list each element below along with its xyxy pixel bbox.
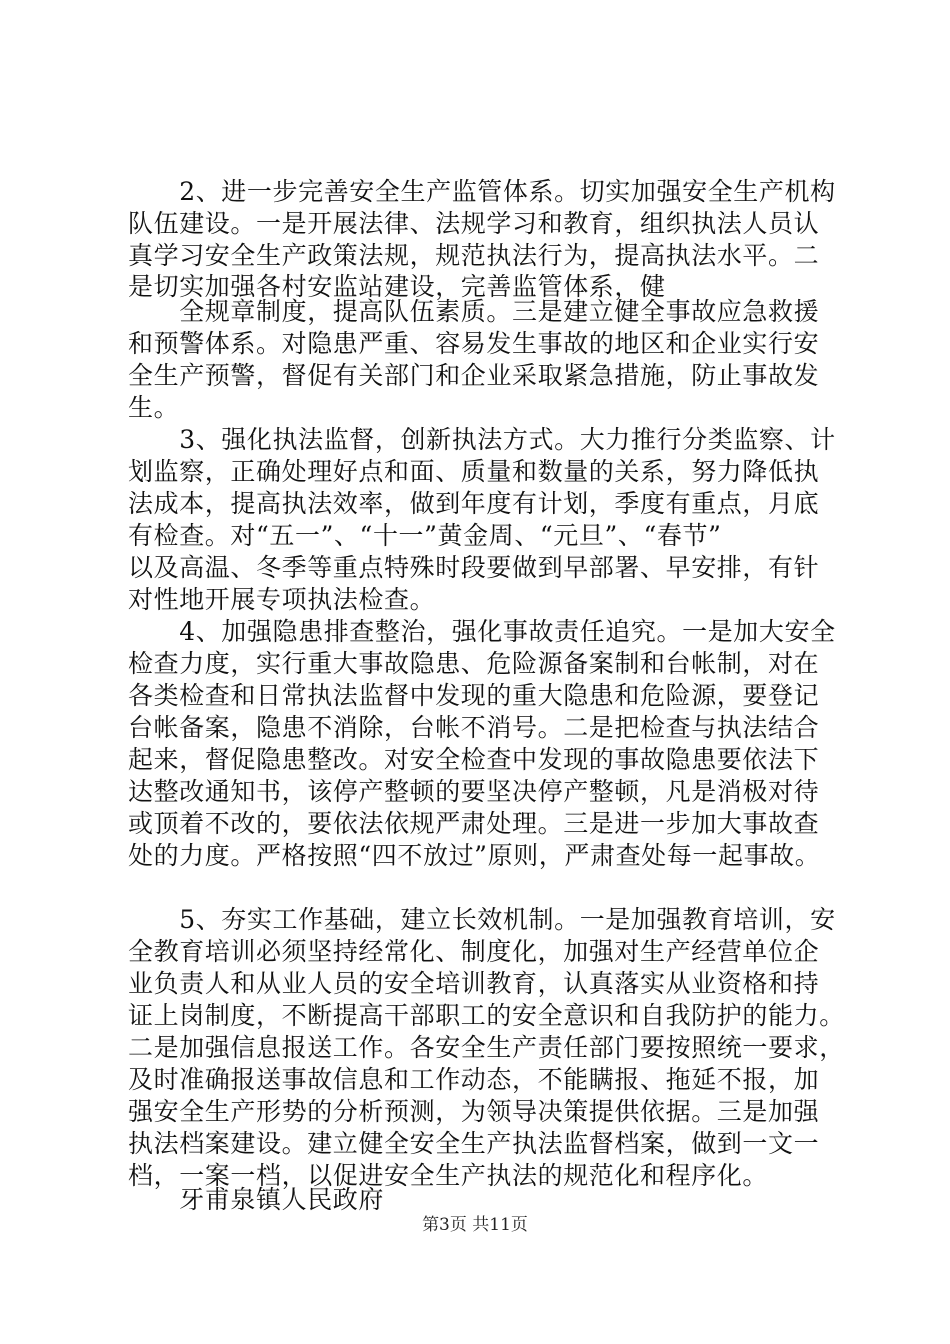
text-line: 队伍建设。一是开展法律、法规学习和教育，组织执法人员认 [128,209,820,238]
text-line: 有检查。对“五一”、“十一”黄金周、“元旦”、“春节” [128,521,722,550]
text-line: 强安全生产形势的分析预测，为领导决策提供依据。三是加强 [128,1097,820,1126]
text-line: 和预警体系。对隐患严重、容易发生事故的地区和企业实行安 [128,329,820,358]
text-line: 2、进一步完善安全生产监管体系。切实加强安全生产机构 [128,177,836,206]
text-line: 3、强化执法监督，创新执法方式。大力推行分类监察、计 [128,425,836,454]
text-line: 起来，督促隐患整改。对安全检查中发现的事故隐患要依法下 [128,745,820,774]
text-line: 以及高温、冬季等重点特殊时段要做到早部署、早安排，有针 [128,553,820,582]
text-line: 是切实加强各村安监站建设，完善监管体系，健 [128,272,666,301]
text-line: 划监察，正确处理好点和面、质量和数量的关系，努力降低执 [128,457,820,486]
text-line: 证上岗制度，不断提高干部职工的安全意识和自我防护的能力。 [128,1001,845,1030]
text-line: 生。 [128,393,180,422]
text-line: 检查力度，实行重大事故隐患、危险源备案制和台帐制，对在 [128,649,820,678]
text-line: 业负责人和从业人员的安全培训教育，认真落实从业资格和持 [128,969,820,998]
text-line: 或顶着不改的，要依法依规严肃处理。三是进一步加大事故查 [128,809,820,838]
text-line: 二是加强信息报送工作。各安全生产责任部门要按照统一要求， [128,1033,845,1062]
text-line: 4、加强隐患排查整治，强化事故责任追究。一是加大安全 [128,617,836,646]
text-line: 各类检查和日常执法监督中发现的重大隐患和危险源，要登记 [128,681,820,710]
text-line: 全规章制度，提高队伍素质。三是建立健全事故应急救援 [128,297,820,326]
text-line: 法成本，提高执法效率，做到年度有计划，季度有重点，月底 [128,489,820,518]
text-line: 达整改通知书，该停产整顿的要坚决停产整顿，凡是消极对待 [128,777,820,806]
text-line: 及时准确报送事故信息和工作动态，不能瞒报、拖延不报，加 [128,1065,820,1094]
text-line: 5、夯实工作基础，建立长效机制。一是加强教育培训，安 [128,905,836,934]
text-line: 处的力度。严格按照“四不放过”原则，严肃查处每一起事故。 [128,841,821,870]
text-line: 档，一案一档，以促进安全生产执法的规范化和程序化。 [128,1161,769,1190]
text-line: 台帐备案，隐患不消除，台帐不消号。二是把检查与执法结合 [128,713,820,742]
text-line: 执法档案建设。建立健全安全生产执法监督档案，做到一文一 [128,1129,820,1158]
signature-line: 牙甫泉镇人民政府 [128,1185,385,1214]
page-number-footer: 第3页 共11页 [422,1215,528,1235]
text-line: 对性地开展专项执法检查。 [128,585,436,614]
text-line: 真学习安全生产政策法规，规范执法行为，提高执法水平。二 [128,241,820,270]
text-line: 全教育培训必须坚持经常化、制度化，加强对生产经营单位企 [128,937,820,966]
text-line: 全生产预警，督促有关部门和企业采取紧急措施，防止事故发 [128,361,820,390]
